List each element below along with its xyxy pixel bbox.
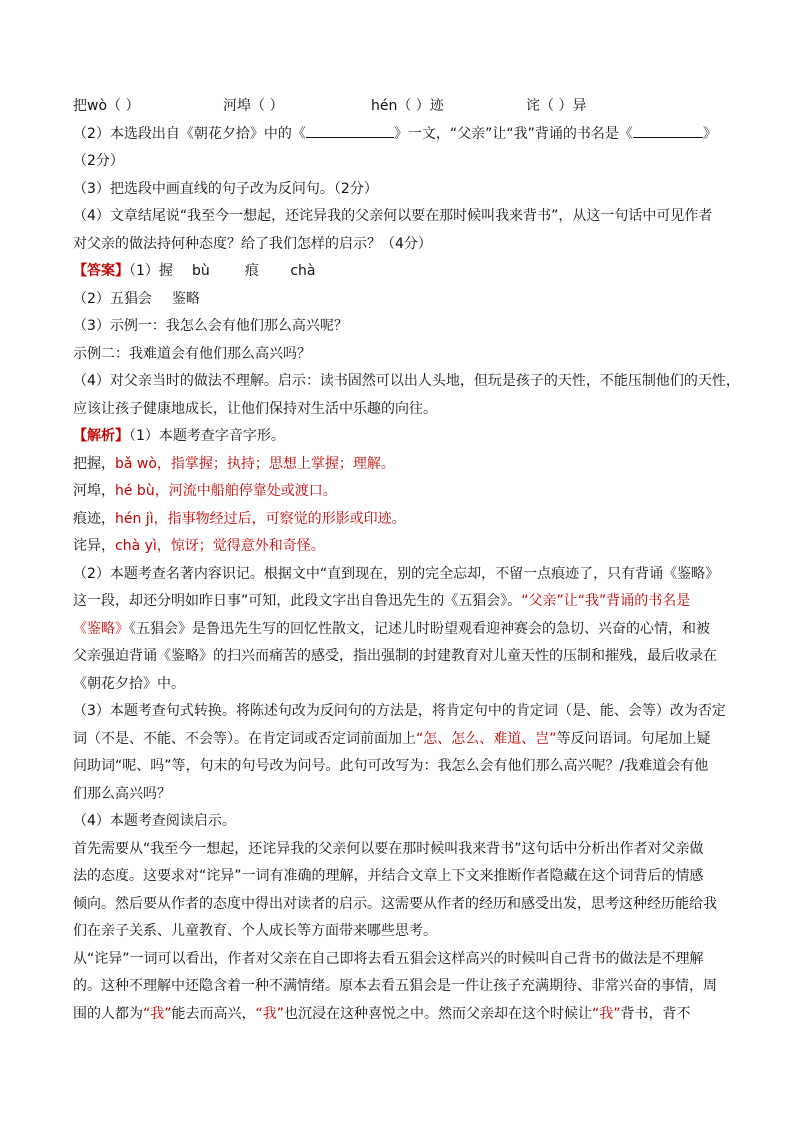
analysis-1-head-text: （1）本题考查字音字形。: [129, 428, 285, 444]
question-3: （3）把选段中画直线的句子改为反问句。（2分）: [73, 180, 378, 197]
analysis-5-text-3f: “我”: [592, 1005, 621, 1022]
answer-2-a: （2）五猖会: [73, 290, 152, 307]
analysis-1-line-4: [73, 533, 723, 561]
q1-item-hebu: 河埠（ ）: [223, 98, 284, 114]
q2-middle: 》一文，“父亲”让“我”背诵的书名是《: [393, 125, 633, 142]
answer-3-line-2: 示例二：我难道会有他们那么高兴吗？: [73, 345, 311, 362]
analysis-4-line-3: 倾向。然后要从作者的态度中得出对读者的启示。这需要从作者的经历和感受出发，思考这种经历能给我: [73, 895, 717, 912]
analysis-2-line-3: [73, 616, 723, 644]
question-1-row: [73, 93, 723, 121]
analysis-2-text-3a: 《鉴略》: [73, 620, 129, 637]
q2-blank-2: [633, 123, 703, 138]
answer-3-line-1: （3）示例一：我怎么会有他们那么高兴呢？: [73, 318, 348, 334]
analysis-3-text-2b: “怎、怎么、难道、岂”: [416, 730, 557, 747]
q1-item-wo: 把wò（ ）: [73, 98, 140, 114]
analysis-1-line-1: [73, 451, 723, 479]
analysis-4-line-4: 们在亲子关系、儿童教育、个人成长等方面带来哪些思考。: [73, 923, 437, 939]
analysis-2-text-3b: 《五猖会》是鲁迅先生写的回忆性散文，记述儿时盼望观看迎神赛会的急切、兴奋的心情，和被: [129, 620, 710, 637]
answer-2: [73, 286, 723, 314]
analysis-2-line-4: 父亲强迫背诵《鉴略》的扫兴而痛苦的感受，指出强制的封建教育对儿童天性的压制和摧残，最后收录在: [73, 648, 717, 664]
analysis-4-line-2: 法的态度。这要求对“诧异”一词有准确的理解，并结合文章上下文来推断作者隐藏在这个词背后的情感: [73, 868, 704, 884]
question-2-score: （2分）: [73, 153, 124, 169]
analysis-2-line-1: （2）本题考查名著内容识记。根据文中“直到现在，别的完全忘却，不留一点痕迹了，只有背诵《鉴略》: [73, 565, 720, 582]
analysis-2-text-2b: “父亲”让“我”背诵的书名是: [521, 593, 691, 609]
analysis-1-text-4: 诧异，chà yì，惊讶；觉得意外和奇怪。: [73, 538, 325, 554]
q2-prefix: （2）本选段出自《朝花夕拾》中的《: [73, 125, 306, 142]
answer-1-b: bù: [192, 263, 210, 279]
analysis-3-text-2a: 词（不是、不能、不会等）。在肯定词或否定词前面加上: [73, 730, 416, 747]
answer-2-b: 鉴略: [171, 290, 200, 307]
answer-4-line-1: （4）对父亲当时的做法不理解。启示：读书固然可以出人头地，但玩是孩子的天性，不能压制他们的天性，: [73, 373, 740, 389]
analysis-1-text-3: 痕迹，hén jì，指事物经过后，可察觉的形影或印迹。: [73, 510, 406, 527]
q1-item-cha: 诧（ ）异: [526, 98, 587, 114]
analysis-3-text-2c: 等反问语词。句尾加上疑: [556, 730, 711, 747]
analysis-1-text-1: 把握，bǎ wò，指掌握；执持；思想上掌握；理解。: [73, 455, 395, 472]
analysis-5-text-3b: “我”: [143, 1005, 172, 1022]
answer-tag: 【答案】: [73, 263, 129, 279]
answer-1-c: 痕: [244, 263, 259, 279]
analysis-5-text-3d: “我”: [255, 1005, 285, 1022]
question-4-line-1: （4）文章结尾说“我至今一想起，还诧异我的父亲何以要在那时候叫我来背书”，从这一句话中可见作者: [73, 208, 713, 224]
document-content: [73, 93, 740, 1028]
analysis-3-line-2: [73, 726, 723, 754]
analysis-2-line-2: [73, 588, 723, 616]
answer-1: [73, 258, 723, 286]
analysis-2-line-5: 《朝花夕拾》中。: [73, 675, 185, 692]
analysis-1-text-2: 河埠，hé bù，河流中船舶停靠处或渡口。: [73, 483, 337, 499]
q2-blank-1: [306, 123, 394, 138]
analysis-tag: 【解析】: [73, 428, 129, 444]
analysis-2-text-2a: 这一段，却还分明如昨日事”可知，此段文字出自鲁迅先生的《五猖会》。: [73, 593, 522, 609]
analysis-5-text-3g: 背书，背不: [620, 1005, 691, 1022]
q1-item-hen: hén（ ）迹: [371, 98, 444, 114]
question-4-line-2: 对父亲的做法持何种态度？给了我们怎样的启示？（4分）: [73, 235, 432, 252]
answer-4-line-2: 应该让孩子健康地成长，让他们保持对生活中乐趣的向往。: [73, 400, 437, 417]
question-2: [73, 121, 723, 149]
analysis-5-text-3a: 围的人都为: [73, 1005, 143, 1022]
analysis-1-head: [73, 423, 723, 451]
analysis-5-line-3: [73, 1001, 723, 1029]
analysis-5-line-2: 的。这种不理解中还隐含着一种不满情绪。原本去看五猖会是一件让孩子充满期待、非常兴奋的事情，周: [73, 978, 717, 994]
analysis-5-line-1: 从“诧异”一词可以看出，作者对父亲在自己即将去看五猖会这样高兴的时候叫自己背书的做法是不理解: [73, 950, 704, 967]
answer-1-d: chà: [290, 263, 316, 279]
analysis-3-line-1: （3）本题考查句式转换。将陈述句改为反问句的方法是，将肯定句中的肯定词（是、能、会等）改为否定: [73, 703, 726, 719]
analysis-1-line-2: [73, 478, 723, 506]
analysis-1-line-3: [73, 506, 723, 534]
answer-1-a: （1）握: [129, 263, 173, 279]
q2-suffix: 》: [702, 125, 717, 142]
analysis-5-text-3e: 也沉浸在这种喜悦之中。然而父亲却在这个时候让: [284, 1005, 593, 1022]
analysis-4-line-1: 首先需要从“我至今一想起，还诧异我的父亲何以要在那时候叫我来背书”这句话中分析出作者对父亲做: [73, 840, 704, 857]
analysis-5-text-3c: 能去而高兴，: [171, 1005, 256, 1022]
analysis-3-line-4: 们那么高兴吗？: [73, 785, 171, 802]
analysis-3-line-3: 问助词“呢、吗”等，句末的句号改为问号。此句可改写为：我怎么会有他们那么高兴呢？/我难道会有他: [73, 758, 709, 774]
analysis-4-head: （4）本题考查阅读启示。: [73, 813, 236, 829]
